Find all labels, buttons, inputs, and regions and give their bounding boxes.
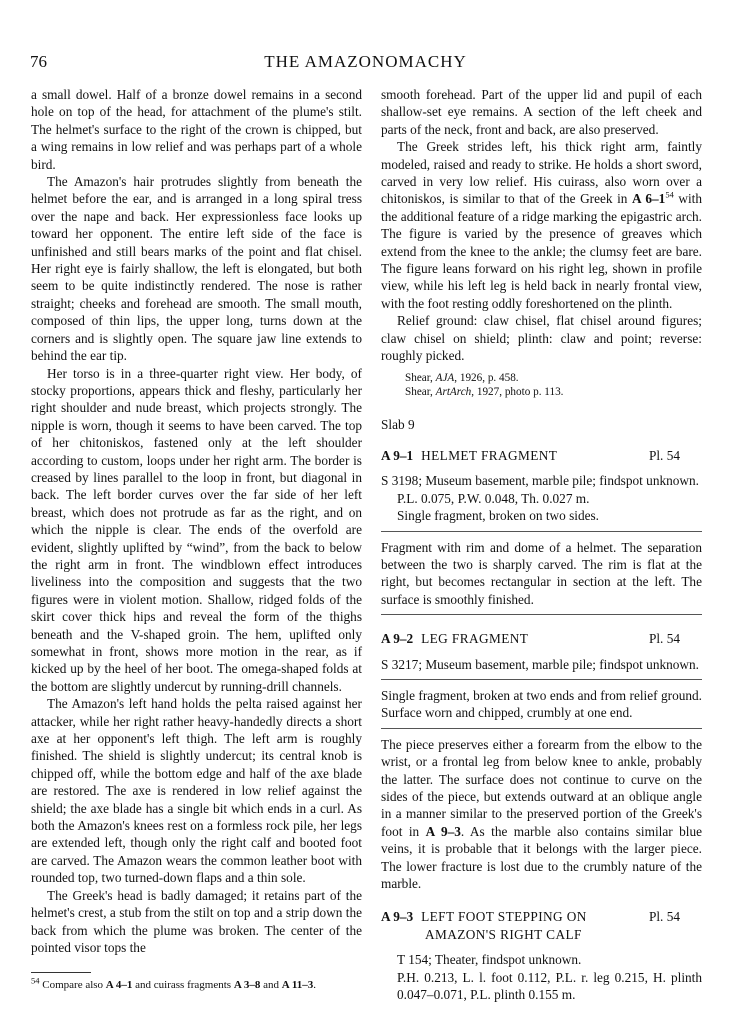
catalog-entry-heading <box>381 447 702 464</box>
slab-heading: Slab 9 <box>381 416 415 432</box>
paragraph: The Greek's head is badly damaged; it retains part of the helmet's crest, a stub from the stilt on top and a strip down the back from which the plume was broken. The center of the pointed visor tops the <box>31 887 362 955</box>
left-column <box>31 86 362 956</box>
text-run: with the additional feature of a ridge marking the epigastric arch. The figure is varied by the presence of greaves which extend from the knee to the ankle; the clumsy feet are bare. The figure leans forward on his right leg, shown in profile view, while his left leg is held back in nearly frontal view, with the foot resting oddly foreshortened on the plinth. <box>381 191 703 311</box>
plate-reference: Pl. 54 <box>648 631 680 647</box>
text-run: , 1926, p. 458. <box>454 371 519 384</box>
catalog-title-continued: AMAZON'S RIGHT CALF <box>425 926 582 942</box>
catalog-reference: A 4–1 <box>105 979 133 991</box>
paragraph: The Amazon's left hand holds the pelta raised against her attacker, while her right rather heavy-handedly directs a short axe at her opponent's left thigh. The left arm is roughly finished. The shield is slightly undercut; its central knob is chipped off, while the bottom edge and half of the axe blade are restored. The axe is rendered in low relief against the shield; the axe blade has a single bit which ends in a curl. As both the Amazon's knees rest on a formless rock pile, her legs are extended left, though only the right calf and booted foot are carved. The Amazon wears the common leather boot with rounded top, two turned-down flaps and a thin sole. <box>31 696 362 886</box>
text-run: Shear, <box>405 386 436 398</box>
catalog-meta: S 3198; Museum basement, marble pile; findspot unknown. <box>381 473 699 489</box>
page-header <box>30 52 701 74</box>
bibliography-entry <box>381 385 702 400</box>
footnote <box>31 975 317 992</box>
paragraph: Her torso is in a three-quarter right view. Her body, of stocky proportions, appears thick and fleshy, particularly her right shoulder and nude breast, which projects strongly. The nipple is worn, though it seems to have been carved. The top of her chitoniskos, fastened only at the left shoulder according to custom, loops under her right arm. The border is creased by lines parallel to the loop in front, but diagonal in back. The left border curves over the far side of her left breast, which does not protrude as far as the right, and on which the nipple is clear. The ends of the overfold are evident, slightly uplifted by “wind”, from the back to below the right arm in front. The windblown effect introduces liveliness into the composition and suggests that the two figures were in violent motion. Shallow, ridged folds of the skirt cover thick hips and reveal the form of the thighs beneath and the V-shaped groin. The hem, uplifted only somewhat in front, shows more motion in the rear, as if kicked up by the heel of her boot. The omega-shaped folds at the bottom are slightly undercut by running-drill channels. <box>31 365 362 694</box>
catalog-number: A 9–3 <box>381 909 414 925</box>
text-run: and <box>260 979 282 991</box>
footnote-marker: 54 <box>665 190 674 201</box>
catalog-reference: A 11–3 <box>281 979 314 991</box>
footnote-number: 54 <box>31 975 40 986</box>
catalog-number: A 9–2 <box>381 631 414 647</box>
plate-reference: Pl. 54 <box>648 909 680 925</box>
text-run: . <box>313 979 317 991</box>
catalog-entry-heading <box>381 630 702 647</box>
catalog-reference: A 6–1 <box>631 191 666 207</box>
text-run: The piece preserves either a forearm from the elbow to the wrist, or a frontal leg from below knee to ankle, probably the latter. The surface does not continue to curve on the sides of the piece, but extends outward at an oblique angle in a manner similar to the preserved portion of the Greek's foot in <box>381 736 702 839</box>
divider <box>381 531 702 532</box>
text-run: The Greek strides left, his thick right arm, faintly modeled, raised and ready to strike. He holds a short sword, carved in very low relief. His cuirass, also worn over a chitoniskos, is similar to that of the Greek in <box>381 139 702 207</box>
catalog-meta: P.H. 0.213, L. l. foot 0.112, P.L. r. leg 0.215, H. plinth 0.047–0.071, P.L. plinth 0.155 m. <box>397 969 702 1003</box>
catalog-title: LEG FRAGMENT <box>421 631 529 647</box>
divider <box>381 679 702 680</box>
divider <box>381 728 702 729</box>
catalog-description: Fragment with rim and dome of a helmet. The separation between the two is sharply carved. The rim is flat at the right, but becomes rectangular in section at the left. The surface is smoothly finished. <box>381 539 702 607</box>
catalog-description <box>381 736 702 893</box>
journal-title: ArtArch <box>435 386 472 398</box>
catalog-title: HELMET FRAGMENT <box>421 447 558 463</box>
paragraph: a small dowel. Half of a bronze dowel remains in a second hole on top of the head, for attachment of the plume's stilt. The helmet's surface to the right of the crown is chipped, but a wing remains in low relief and was perhaps part of a whole bird. <box>31 87 362 172</box>
catalog-reference: A 3–8 <box>233 979 261 991</box>
text-run: . As the marble also contains similar blue veins, it is probable that it belongs with the larger piece. The lower fracture is lost due to the crumbly nature of the marble. <box>381 823 702 891</box>
catalog-meta: S 3217; Museum basement, marble pile; findspot unknown. <box>381 656 699 672</box>
catalog-number: A 9–1 <box>381 447 414 463</box>
text-run: , 1927, photo p. 113. <box>471 386 564 398</box>
catalog-entry-heading <box>381 908 702 943</box>
catalog-title: LEFT FOOT STEPPING ON <box>421 909 587 925</box>
journal-title: AJA <box>435 371 455 384</box>
catalog-reference: A 9–3 <box>425 823 461 839</box>
paragraph: Relief ground: claw chisel, flat chisel around figures; claw chisel on shield; plinth: claw and point; reverse: roughly picked. <box>381 313 702 364</box>
plate-reference: Pl. 54 <box>648 447 680 463</box>
footnote-rule <box>31 972 91 973</box>
text-run: and cuirass fragments <box>132 979 234 991</box>
running-title: THE AMAZONOMACHY <box>264 52 467 71</box>
catalog-meta: P.L. 0.075, P.W. 0.048, Th. 0.027 m. <box>397 490 590 506</box>
paragraph: smooth forehead. Part of the upper lid and pupil of each shallow-set eye remains. A section of the left cheek and parts of the neck, front and back, are also preserved. <box>381 87 702 137</box>
paragraph: The Amazon's hair protrudes slightly from beneath the helmet before the ear, and is arranged in a long spiral tress over the nape and back. Her expressionless face looks up toward her opponent. The entire left side of the face is unfinished and still bears marks of the point and flat chisel. Her right eye is fairly shallow, the left is elongated, but both seem to be quite indistinctly rendered. The nose is rather straight; cheeks and forehead are smooth. The small mouth, composed of thin lips, the upper long, turns down at the corners and is slightly open. The square jaw line extends to behind the ear tip. <box>31 174 362 364</box>
catalog-meta: T 154; Theater, findspot unknown. <box>397 952 582 968</box>
catalog-meta: Single fragment, broken on two sides. <box>397 508 600 524</box>
bibliography-entry <box>381 371 702 386</box>
text-run: Compare also <box>39 979 106 991</box>
divider <box>381 614 702 615</box>
text-run: Shear, <box>405 371 436 384</box>
catalog-meta: Single fragment, broken at two ends and from relief ground. Surface worn and chipped, crumbly at one end. <box>381 687 702 721</box>
page-number: 76 <box>30 52 47 71</box>
right-column <box>381 86 702 1003</box>
paragraph <box>381 138 702 312</box>
